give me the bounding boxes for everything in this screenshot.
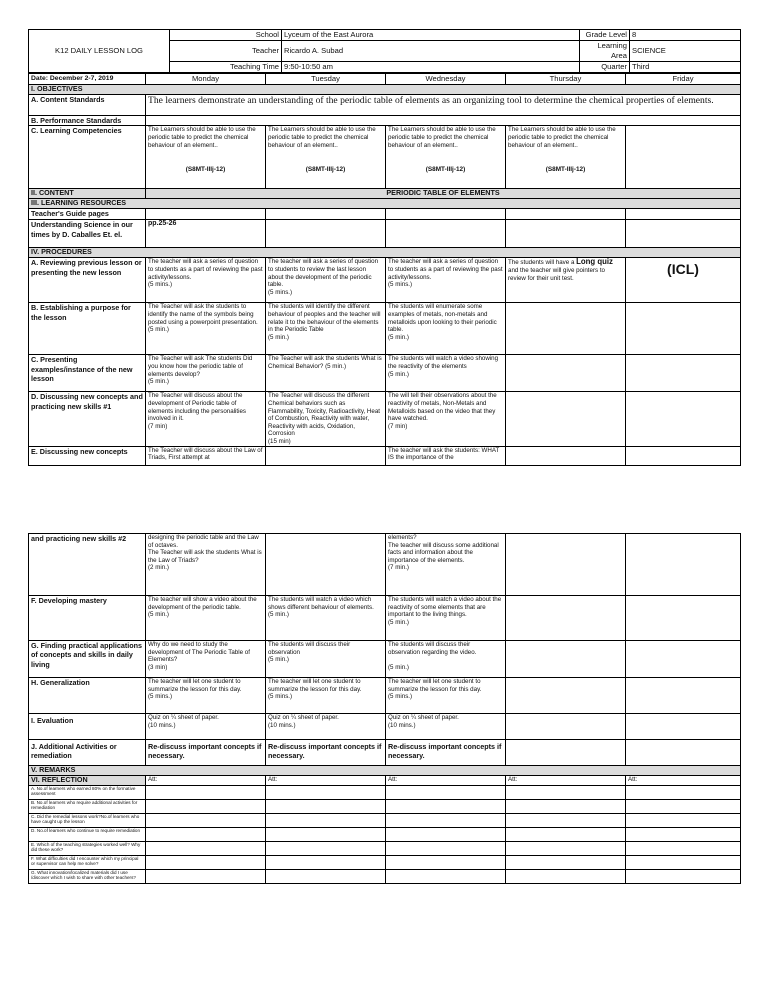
procedure-d-monday: The Teacher will discuss about the development of Periodic table of elements including the personalities involved in it. (7 min)	[146, 392, 266, 446]
section-procedures: IV. PROCEDURES	[29, 248, 741, 258]
empty-cell	[626, 303, 741, 355]
empty-cell	[386, 209, 506, 220]
empty-cell	[506, 856, 626, 870]
procedure-a-wednesday: The teacher will ask a series of question to students as a part of reviewing the past activity/lessons. (5 mins.)	[386, 258, 506, 303]
empty-cell	[266, 786, 386, 800]
procedure-e2-label: and practicing new skills #2	[29, 534, 146, 596]
competency-text: The Learners should be able to use the periodic table to predict the chemical behaviour of an element..	[268, 126, 376, 149]
empty-cell	[266, 856, 386, 870]
competency-text: The Learners should be able to use the periodic table to predict the chemical behaviour of an element..	[508, 126, 616, 149]
empty-cell	[626, 856, 741, 870]
procedure-h-monday: The teacher will let one student to summarize the lesson for this day. (5 mins.)	[146, 678, 266, 714]
empty-cell	[386, 828, 506, 842]
empty-cell	[386, 870, 506, 884]
procedure-f-wednesday: The students will watch a video about the reactivity of some elements that are important to the living things. (5 min.)	[386, 596, 506, 641]
competency-thursday	[506, 126, 626, 189]
empty-cell	[506, 800, 626, 814]
procedure-g-tuesday: The students will discuss their observation (5 min.)	[266, 641, 386, 678]
procedure-i-tuesday: Quiz on ¼ sheet of paper. (10 mins.)	[266, 714, 386, 740]
procedure-h-label: H. Generalization	[29, 678, 146, 714]
reflection-item: F. What difficulties did I encounter which my principal or supervisor can help me solve?	[29, 856, 146, 870]
procedure-e2-wednesday: elements? The teacher will discuss some additional facts and information about the importance of the elements. (7 min.)	[386, 534, 506, 596]
empty-cell	[386, 220, 506, 248]
grade-label: Grade Level	[580, 30, 630, 41]
competency-code: (S8MT-IIIj-12)	[305, 166, 346, 174]
performance-standards-label: B. Performance Standards	[29, 116, 146, 126]
empty-cell	[506, 870, 626, 884]
empty-cell	[266, 842, 386, 856]
procedure-h-tuesday: The teacher will let one student to summarize the lesson for this day. (5 mins.)	[266, 678, 386, 714]
competency-wednesday	[386, 126, 506, 189]
content-topic: PERIODIC TABLE OF ELEMENTS	[146, 189, 741, 199]
competency-code: (S8MT-IIIj-12)	[185, 166, 226, 174]
reflection-item: D. No.of learners who continue to require remediation	[29, 828, 146, 842]
procedure-e2-monday: designing the periodic table and the Law of octaves. The Teacher will ask the students What is the Law of Triads? (2 min.)	[146, 534, 266, 596]
procedure-b-tuesday: The students will identify the different behaviour of peoples and the teacher will relate it to the behaviour of the elements in the Periodic Table (5 min.)	[266, 303, 386, 355]
empty-cell	[626, 870, 741, 884]
header-table	[28, 29, 741, 73]
teachers-guide-label: Teacher's Guide pages	[29, 209, 146, 220]
procedure-h-wednesday: The teacher will let one student to summarize the lesson for this day. (5 mins.)	[386, 678, 506, 714]
content-standards-text: The learners demonstrate an understanding of the periodic table of elements as an organizing tool to determine the chemical properties of elements.	[146, 95, 741, 116]
procedure-j-wednesday: Re-discuss important concepts if necessary.	[386, 740, 506, 766]
empty-cell	[506, 303, 626, 355]
date-cell: Date: December 2-7, 2019	[29, 74, 146, 85]
empty-cell	[386, 800, 506, 814]
empty-cell	[146, 814, 266, 828]
procedure-j-label: J. Additional Activities or remediation	[29, 740, 146, 766]
procedure-i-label: I. Evaluation	[29, 714, 146, 740]
empty-cell	[386, 786, 506, 800]
learning-competencies-label: C. Learning Competencies	[29, 126, 146, 189]
procedure-b-wednesday: The students will enumerate some examples of metals, non-metals and metalloids upon looking to their periodic table. (5 min.)	[386, 303, 506, 355]
empty-cell	[146, 842, 266, 856]
empty-cell	[266, 814, 386, 828]
empty-cell	[626, 828, 741, 842]
area-label: Learning Area	[580, 41, 630, 62]
empty-cell	[506, 786, 626, 800]
empty-cell	[626, 534, 741, 596]
empty-cell	[266, 870, 386, 884]
empty-cell	[266, 220, 386, 248]
empty-cell	[506, 842, 626, 856]
empty-cell	[266, 800, 386, 814]
reflection-item: E. Which of the teaching strategies worked well? Why did these work?	[29, 842, 146, 856]
empty-cell	[506, 534, 626, 596]
procedure-e-monday: The Teacher will discuss about the Law of Triads, First attempt at	[146, 446, 266, 465]
empty-cell	[626, 678, 741, 714]
school-value: Lyceum of the East Aurora	[282, 30, 580, 41]
empty-cell	[626, 842, 741, 856]
competency-friday	[626, 126, 741, 189]
competency-text: The Learners should be able to use the periodic table to predict the chemical behaviour of an element..	[148, 126, 256, 149]
empty-cell	[506, 596, 626, 641]
textbook-pages: pp.25-26	[146, 220, 266, 248]
empty-cell	[506, 355, 626, 392]
procedure-e-wednesday: The teacher will ask the students: WHAT IS the importance of the	[386, 446, 506, 465]
procedure-a-thursday	[506, 258, 626, 303]
empty-cell	[626, 596, 741, 641]
empty-cell	[626, 209, 741, 220]
icl-label: (ICL)	[626, 258, 741, 303]
procedure-d-tuesday: The Teacher will discuss the different Chemical behaviors such as Flammability, Toxicity, Radioactivity, Heat of Combustion, Reactivity with water, Reactivity with acids, Oxidation, Corrosion (15 min)	[266, 392, 386, 446]
empty-cell	[506, 740, 626, 766]
empty-cell	[626, 786, 741, 800]
empty-cell	[146, 870, 266, 884]
competency-code: (S8MT-IIIj-12)	[425, 166, 466, 174]
reflection-item: A. No.of learners who earned 80% on the formative assessment	[29, 786, 146, 800]
grade-value: 8	[630, 30, 741, 41]
empty-cell	[146, 800, 266, 814]
empty-cell	[626, 220, 741, 248]
day-thursday: Thursday	[506, 74, 626, 85]
procedure-a-monday: The teacher will ask a series of question to students as a part of reviewing the past activity/lessons. (5 mins.)	[146, 258, 266, 303]
procedure-a-tuesday: The teacher will ask a series of question to students to review the last lesson about the development of the periodic table. (5 mins.)	[266, 258, 386, 303]
empty-cell	[266, 534, 386, 596]
empty-cell	[506, 828, 626, 842]
empty-cell	[506, 814, 626, 828]
section-remarks: V. REMARKS	[29, 766, 741, 776]
procedure-j-tuesday: Re-discuss important concepts if necessary.	[266, 740, 386, 766]
procedure-g-wednesday: The students will discuss their observation regarding the video. (5 min.)	[386, 641, 506, 678]
procedure-b-label: B. Establishing a purpose for the lesson	[29, 303, 146, 355]
competency-tuesday	[266, 126, 386, 189]
competency-text: The Learners should be able to use the periodic table to predict the chemical behaviour of an element..	[388, 126, 496, 149]
school-label: School	[170, 30, 282, 41]
quarter-label: Quarter	[580, 62, 630, 73]
empty-cell	[626, 446, 741, 465]
textbook-label: Understanding Science in our times by D. Caballes Et. el.	[29, 220, 146, 248]
empty-cell	[506, 446, 626, 465]
day-wednesday: Wednesday	[386, 74, 506, 85]
long-quiz-rest: and the teacher will give pointers to review for their unit test.	[508, 267, 605, 282]
att-monday: Att:	[146, 776, 266, 786]
empty-cell	[626, 355, 741, 392]
empty-cell	[386, 814, 506, 828]
day-monday: Monday	[146, 74, 266, 85]
procedure-d-label: D. Discussing new concepts and practicing new skills #1	[29, 392, 146, 446]
reflection-item: G. What innovation/localized materials did I use /discover which I wish to share with other teachers?	[29, 870, 146, 884]
area-value: SCIENCE	[630, 41, 741, 62]
procedure-i-wednesday: Quiz on ¼ sheet of paper. (10 mins.)	[386, 714, 506, 740]
att-thursday: Att:	[506, 776, 626, 786]
procedure-f-tuesday: The students will watch a video which shows different behaviour of elements. (5 min.)	[266, 596, 386, 641]
procedure-f-label: F. Developing mastery	[29, 596, 146, 641]
empty-cell	[146, 786, 266, 800]
procedure-j-monday: Re-discuss important concepts if necessary.	[146, 740, 266, 766]
procedure-c-wednesday: The students will watch a video showing the reactivity of the elements (5 min.)	[386, 355, 506, 392]
section-objectives: I. OBJECTIVES	[29, 85, 741, 95]
empty-cell	[506, 209, 626, 220]
empty-cell	[626, 800, 741, 814]
empty-cell	[266, 446, 386, 465]
log-title: K12 DAILY LESSON LOG	[29, 30, 170, 73]
att-tuesday: Att:	[266, 776, 386, 786]
empty-cell	[626, 714, 741, 740]
procedure-a-label: A. Reviewing previous lesson or presenting the new lesson	[29, 258, 146, 303]
att-friday: Att:	[626, 776, 741, 786]
time-label: Teaching Time	[170, 62, 282, 73]
procedure-b-monday: The Teacher will ask the students to identify the name of the symbols being posted using a powerpoint presentation. (5 min.)	[146, 303, 266, 355]
empty-cell	[146, 209, 266, 220]
empty-cell	[146, 828, 266, 842]
section-content: II. CONTENT	[29, 189, 146, 199]
section-reflection: VI. REFLECTION	[29, 776, 146, 786]
content-standards-label: A. Content Standards	[29, 95, 146, 116]
time-value: 9:50-10:50 am	[282, 62, 580, 73]
section-learning-resources: III. LEARNING RESOURCES	[29, 199, 741, 209]
lesson-table-page2	[28, 533, 741, 884]
procedure-d-wednesday: The will tell their observations about the reactivity of metals, Non-Metals and Metalloids based on the video that they have watched. (7 min)	[386, 392, 506, 446]
reflection-item: B. No.of learners who require additional activities for remediation	[29, 800, 146, 814]
empty-cell	[626, 392, 741, 446]
day-tuesday: Tuesday	[266, 74, 386, 85]
procedure-c-monday: The Teacher will ask The students Did you know how the periodic table of elements develop? (5 min.)	[146, 355, 266, 392]
empty-cell	[146, 856, 266, 870]
empty-cell	[506, 678, 626, 714]
quarter-value: Third	[630, 62, 741, 73]
reflection-item: C. Did the remedial lessons work?No.of learners who have caught up the lesson	[29, 814, 146, 828]
empty-cell	[386, 856, 506, 870]
empty-cell	[506, 392, 626, 446]
empty-cell	[506, 714, 626, 740]
long-quiz-intro: The students will have a	[508, 259, 577, 267]
empty-cell	[506, 641, 626, 678]
empty-cell	[626, 814, 741, 828]
empty-cell	[386, 842, 506, 856]
day-friday: Friday	[626, 74, 741, 85]
teacher-label: Teacher	[170, 41, 282, 62]
empty-cell	[626, 641, 741, 678]
empty-cell	[266, 828, 386, 842]
long-quiz-label: Long quiz	[576, 257, 613, 267]
procedure-c-tuesday: The Teacher will ask the students What is Chemical Behavior? (5 min.)	[266, 355, 386, 392]
empty-cell	[266, 209, 386, 220]
performance-standards-text	[146, 116, 741, 126]
procedure-i-monday: Quiz on ¼ sheet of paper. (10 mins.)	[146, 714, 266, 740]
empty-cell	[626, 740, 741, 766]
competency-monday	[146, 126, 266, 189]
competency-code: (S8MT-IIIj-12)	[545, 166, 586, 174]
procedure-c-label: C. Presenting examples/instance of the new lesson	[29, 355, 146, 392]
teacher-value: Ricardo A. Subad	[282, 41, 580, 62]
procedure-g-label: G. Finding practical applications of concepts and skills in daily living	[29, 641, 146, 678]
lesson-table-page1	[28, 73, 741, 466]
procedure-e-label: E. Discussing new concepts	[29, 446, 146, 465]
procedure-f-monday: The teacher will show a video about the development of the periodic table. (5 min.)	[146, 596, 266, 641]
procedure-g-monday: Why do we need to study the development of The Periodic Table of Elements? (3 min)	[146, 641, 266, 678]
att-wednesday: Att:	[386, 776, 506, 786]
empty-cell	[506, 220, 626, 248]
